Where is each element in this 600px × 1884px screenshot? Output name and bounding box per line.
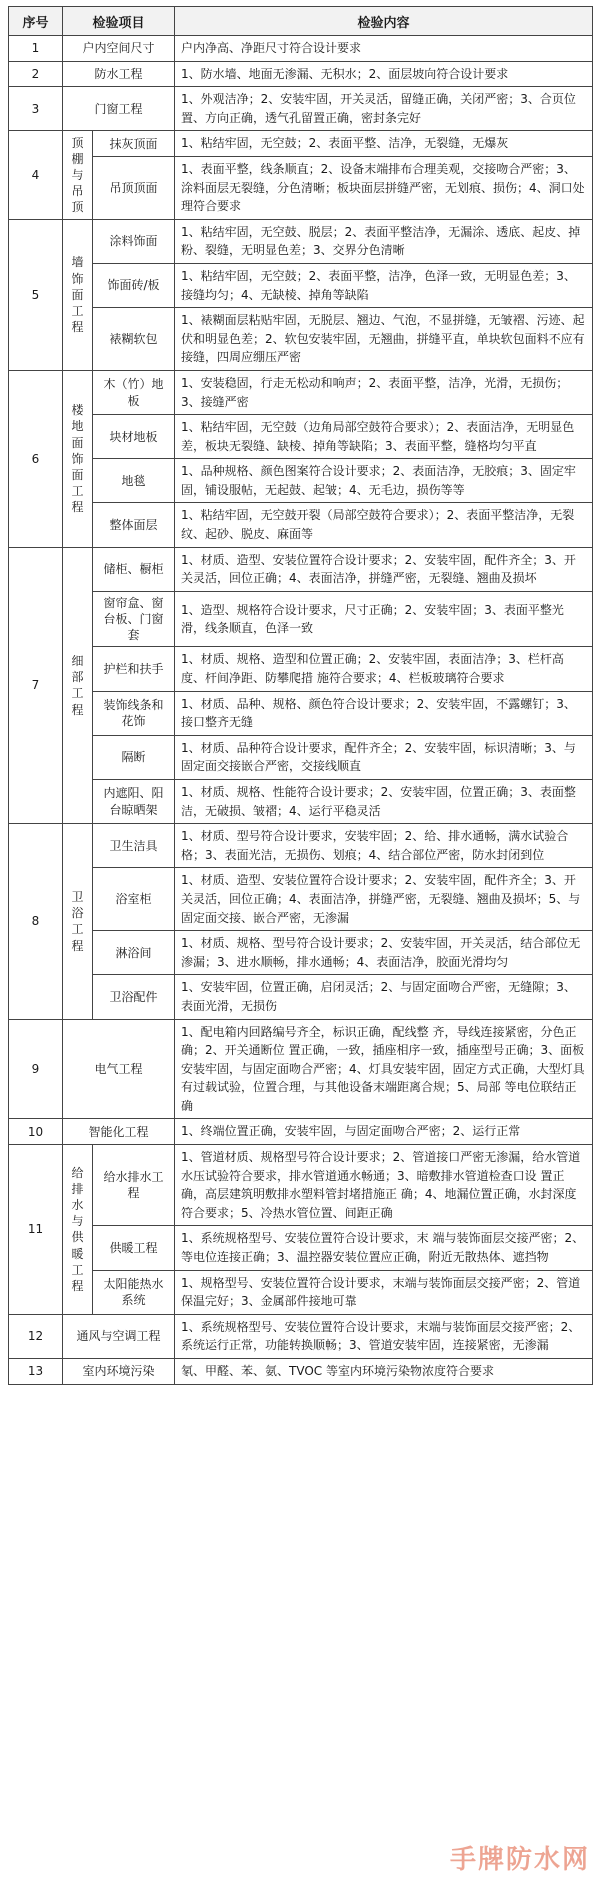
row-subitem: 块材地板	[93, 415, 175, 459]
table-row	[9, 503, 593, 547]
row-content: 1、表面平整，线条顺直；2、设备末端排布合理美观，交接吻合严密；3、涂料面层无裂缝，分色清晰；板块面层拼缝严密，无划痕、损伤；4、洞口处理符合要求	[175, 156, 593, 219]
row-category	[63, 370, 93, 547]
table-row	[9, 975, 593, 1019]
row-category: 门窗工程	[63, 87, 175, 131]
table-row	[9, 1119, 593, 1145]
row-category	[63, 547, 93, 824]
header-content: 检验内容	[175, 7, 593, 36]
row-subitem: 裱糊软包	[93, 308, 175, 371]
row-number: 9	[9, 1019, 63, 1119]
row-content: 1、材质、规格、造型和位置正确；2、安装牢固，表面洁净；3、栏杆高度、杆间净距、防攀爬措 施符合要求；4、栏板玻璃符合要求	[175, 647, 593, 691]
row-subitem: 隔断	[93, 735, 175, 779]
row-subitem: 淋浴间	[93, 931, 175, 975]
row-number: 1	[9, 36, 63, 62]
row-subitem: 吊顶顶面	[93, 156, 175, 219]
table-row	[9, 868, 593, 931]
row-category-label: 给排水与供暖工程	[71, 1165, 84, 1293]
row-number: 13	[9, 1359, 63, 1385]
row-content: 氡、甲醛、苯、氨、TVOC 等室内环境污染物浓度符合要求	[175, 1359, 593, 1385]
row-subitem: 地毯	[93, 459, 175, 503]
row-subitem: 整体面层	[93, 503, 175, 547]
table-row	[9, 370, 593, 414]
table-row	[9, 131, 593, 157]
table-row	[9, 415, 593, 459]
row-category	[63, 824, 93, 1019]
row-subitem: 抹灰顶面	[93, 131, 175, 157]
table-row	[9, 1270, 593, 1314]
row-content: 1、材质、规格、性能符合设计要求；2、安装牢固，位置正确；3、表面整洁，无破损、皱褶；4、运行平稳灵活	[175, 779, 593, 823]
row-content: 1、材质、规格、型号符合设计要求；2、安装牢固，开关灵活，结合部位无渗漏；3、进水顺畅，排水通畅；4、表面洁净，胶面光滑均匀	[175, 931, 593, 975]
row-subitem: 饰面砖/板	[93, 263, 175, 307]
row-subitem: 浴室柜	[93, 868, 175, 931]
table-row	[9, 547, 593, 591]
row-category-label: 楼地面饰面工程	[71, 403, 84, 515]
row-subitem: 内遮阳、阳台晾晒架	[93, 779, 175, 823]
table-row	[9, 691, 593, 735]
row-category: 通风与空调工程	[63, 1314, 175, 1358]
table-row	[9, 779, 593, 823]
row-content: 1、粘结牢固，无空鼓；2、表面平整、洁净，无裂缝，无爆灰	[175, 131, 593, 157]
table-body	[9, 36, 593, 1385]
table-row	[9, 1145, 593, 1226]
row-subitem: 卫浴配件	[93, 975, 175, 1019]
row-content: 1、系统规格型号、安装位置符合设计要求，末 端与装饰面层交接严密；2、等电位连接正确；3、温控器安装位置应正确，附近无散热体、遮挡物	[175, 1226, 593, 1270]
table-row	[9, 263, 593, 307]
row-category: 室内环境污染	[63, 1359, 175, 1385]
row-content: 1、规格型号、安装位置符合设计要求，末端与装饰面层交接严密；2、管道保温完好；3、金属部件接地可靠	[175, 1270, 593, 1314]
table-row	[9, 36, 593, 62]
row-content: 1、防水墙、地面无渗漏、无积水；2、面层坡向符合设计要求	[175, 61, 593, 87]
table-row	[9, 1226, 593, 1270]
table-row	[9, 219, 593, 263]
row-content: 1、安装牢固，位置正确，启闭灵活；2、与固定面吻合严密，无缝隙；3、表面光滑，无损伤	[175, 975, 593, 1019]
row-number: 4	[9, 131, 63, 219]
row-subitem: 供暖工程	[93, 1226, 175, 1270]
row-content: 1、终端位置正确，安装牢固，与固定面吻合严密；2、运行正常	[175, 1119, 593, 1145]
watermark-logo: 手牌防水网	[449, 1845, 590, 1875]
row-number: 11	[9, 1145, 63, 1315]
table-row	[9, 824, 593, 868]
row-content: 1、材质、型号符合设计要求，安装牢固；2、给、排水通畅，满水试验合格；3、表面光洁，无损伤、划痕；4、结合部位严密，防水封闭到位	[175, 824, 593, 868]
row-subitem: 太阳能热水系统	[93, 1270, 175, 1314]
row-content: 1、系统规格型号、安装位置符合设计要求，末端与装饰面层交接严密；2、系统运行正常，功能转换顺畅；3、管道安装牢固，连接紧密，无渗漏	[175, 1314, 593, 1358]
row-number: 7	[9, 547, 63, 824]
row-content: 1、品种规格、颜色图案符合设计要求；2、表面洁净，无胶痕；3、固定牢固，铺设服帖，无起鼓、起皱；4、无毛边，损伤等等	[175, 459, 593, 503]
row-content: 1、材质、品种符合设计要求，配件齐全；2、安装牢固，标识清晰；3、与固定面交接嵌合严密，交接线顺直	[175, 735, 593, 779]
row-number: 12	[9, 1314, 63, 1358]
row-content: 1、外观洁净；2、安装牢固，开关灵活，留缝正确，关闭严密；3、合页位置、方向正确，透气孔留置正确，密封条完好	[175, 87, 593, 131]
row-content: 1、粘结牢固，无空鼓；2、表面平整，洁净，色泽一致，无明显色差；3、接缝均匀；4、无缺棱、掉角等缺陷	[175, 263, 593, 307]
row-content: 1、材质、品种、规格、颜色符合设计要求；2、安装牢固，不露螺钉；3、接口整齐无缝	[175, 691, 593, 735]
row-number: 8	[9, 824, 63, 1019]
row-category: 智能化工程	[63, 1119, 175, 1145]
row-category	[63, 219, 93, 370]
row-content: 1、粘结牢固，无空鼓、脱层；2、表面平整洁净，无漏涂、透底、起皮、掉粉、裂缝，无明显色差；3、交界分色清晰	[175, 219, 593, 263]
row-subitem: 木（竹）地板	[93, 370, 175, 414]
row-category-label: 顶棚与吊顶	[71, 135, 84, 215]
row-number: 6	[9, 370, 63, 547]
row-category-label: 卫浴工程	[71, 889, 84, 953]
row-content: 1、裱糊面层粘贴牢固，无脱层、翘边、气泡，不显拼缝，无皱褶、污迹、起伏和明显色差；2、软包安装牢固，无翘曲，拼缝平直，单块软包面料不应有接缝，四周应绷压严密	[175, 308, 593, 371]
table-row	[9, 647, 593, 691]
table-row	[9, 156, 593, 219]
row-content: 1、材质、造型、安装位置符合设计要求；2、安装牢固，配件齐全；3、开关灵活，回位正确；4、表面洁净，拼缝严密，无裂缝、翘曲及损坏	[175, 547, 593, 591]
row-content: 1、安装稳固，行走无松动和响声；2、表面平整，洁净，光滑，无损伤；3、接缝严密	[175, 370, 593, 414]
table-row	[9, 61, 593, 87]
table-row	[9, 1019, 593, 1119]
row-subitem: 卫生洁具	[93, 824, 175, 868]
table-header-row	[9, 7, 593, 36]
row-content: 1、粘结牢固，无空鼓（边角局部空鼓符合要求）；2、表面洁净，无明显色差，板块无裂缝、缺棱、掉角等缺陷；3、表面平整，缝格均匀平直	[175, 415, 593, 459]
row-content: 1、材质、造型、安装位置符合设计要求；2、安装牢固，配件齐全；3、开关灵活，回位正确；4、表面洁净，拼缝严密，无裂缝、翘曲及损坏；5、与固定面交接、嵌合严密，无渗漏	[175, 868, 593, 931]
row-number: 10	[9, 1119, 63, 1145]
header-no: 序号	[9, 7, 63, 36]
row-subitem: 储柜、橱柜	[93, 547, 175, 591]
table-row	[9, 308, 593, 371]
table-row	[9, 1314, 593, 1358]
table-row	[9, 1359, 593, 1385]
row-content: 1、管道材质、规格型号符合设计要求；2、管道接口严密无渗漏，给水管道水压试验符合要求，排水管道通水畅通；3、暗敷排水管道检查口设 置正确，高层建筑明敷排水塑料管封堵措施正 确；4、地漏位置正确，水封深度符合要求；5、冷热水管位置、间距正确	[175, 1145, 593, 1226]
row-content: 1、配电箱内回路编号齐全，标识正确，配线整 齐，导线连接紧密，分色正确；2、开关通断位 置正确，一致，插座相序一致，插座型号正确；3、面板安装牢固，与固定面吻合严密；4、灯具安装牢固，固定方式正确，大型灯具有过载试验，位置合理，与其他设备末端距离合规；5、局部 等电位联结正确	[175, 1019, 593, 1119]
table-row	[9, 591, 593, 647]
row-category	[63, 131, 93, 219]
row-content: 1、粘结牢固，无空鼓开裂（局部空鼓符合要求）；2、表面平整洁净，无裂纹、起砂、脱皮、麻面等	[175, 503, 593, 547]
row-subitem: 给水排水工程	[93, 1145, 175, 1226]
table-row	[9, 459, 593, 503]
row-category: 电气工程	[63, 1019, 175, 1119]
table-row	[9, 931, 593, 975]
row-subitem: 护栏和扶手	[93, 647, 175, 691]
row-category-label: 细部工程	[71, 654, 84, 717]
row-subitem: 窗帘盒、窗台板、门窗套	[93, 591, 175, 647]
table-row	[9, 735, 593, 779]
row-subitem: 装饰线条和花饰	[93, 691, 175, 735]
table-row	[9, 87, 593, 131]
row-category	[63, 1145, 93, 1315]
row-number: 5	[9, 219, 63, 370]
row-number: 2	[9, 61, 63, 87]
row-subitem: 涂料饰面	[93, 219, 175, 263]
row-category: 户内空间尺寸	[63, 36, 175, 62]
row-number: 3	[9, 87, 63, 131]
header-item: 检验项目	[63, 7, 175, 36]
row-content: 1、造型、规格符合设计要求，尺寸正确；2、安装牢固；3、表面平整光滑，线条顺直，色泽一致	[175, 591, 593, 647]
inspection-table	[8, 6, 593, 1385]
row-content: 户内净高、净距尺寸符合设计要求	[175, 36, 593, 62]
row-category-label: 墙饰面工程	[71, 255, 84, 335]
row-category: 防水工程	[63, 61, 175, 87]
